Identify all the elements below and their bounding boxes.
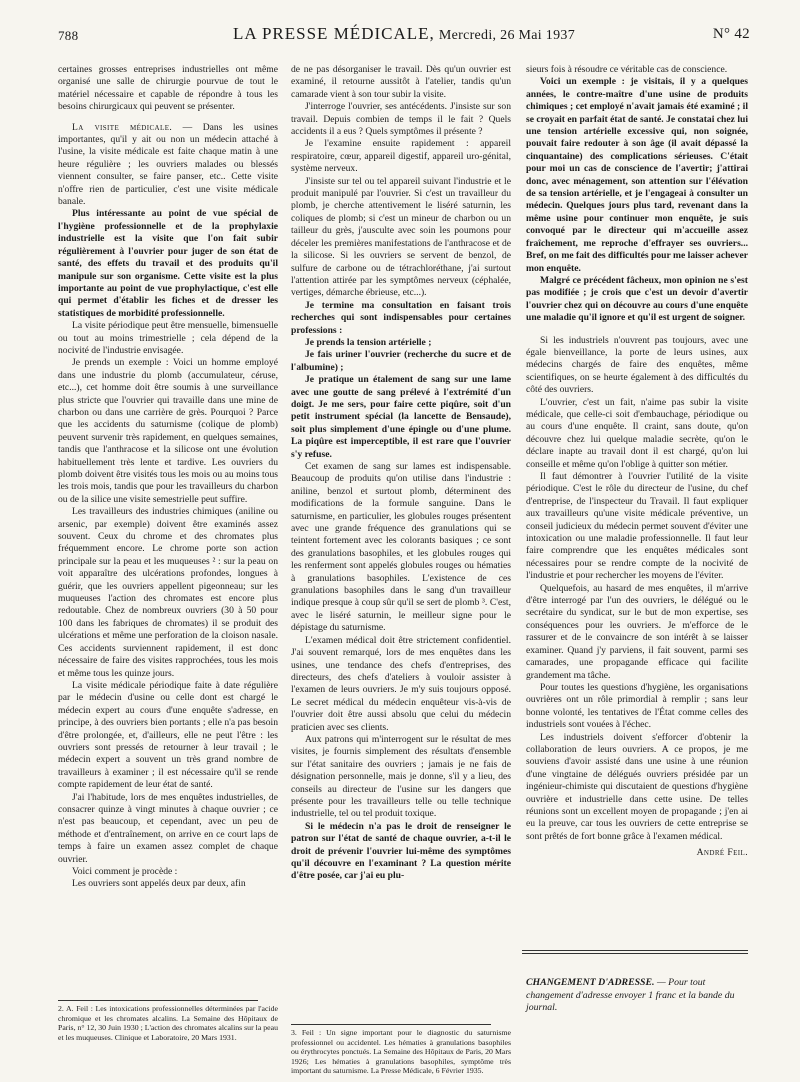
paragraph: J'insiste sur tel ou tel appareil suivant l'industrie et le produit manipulé par l'ouvrier. Si c'est un travailleur du plomb, je cherche attentivement le liséré saturnin, les coliques de plomb; si c'est un mineur de charbon ou un tailleur du grès, j'ausculte avec soin les poumons pour déceler les premières manifestations de l'anthracose et de la silicose. Si les ouvriers se servent de benzol, de sulfure de carbone ou de tétrachloréthane, j'ai surtout l'attention attirée par les symptômes nerveux (céphalée, vertiges, démarche ébrieuse, etc...). bbox=[291, 175, 511, 299]
paragraph: sieurs fois à résoudre ce véritable cas de conscience. bbox=[526, 64, 728, 75]
footnote-rule bbox=[58, 1000, 258, 1001]
paragraph: L'examen médical doit être strictement confidentiel. J'ai souvent remarqué, lors de mes enquêtes dans les usines, une tendance des chefs d'entreprises, des directeurs, des chefs d'ateliers à vouloir assister à l'examen de leurs ouvriers. Je m'y suis toujours opposé. Le secret médical du médecin enquêteur vis-à-vis de l'ouvrier doit être aussi absolu que celui du médecin praticien avec ses clients. bbox=[291, 634, 511, 733]
paragraph: Plus intéressante au point de vue spécial de l'hygiène professionnelle et de la prophylaxie industrielle est la visite que l'on fait subir régulièrement à l'ouvrier pour juger de son état de santé, des effets du travail et des produits qu'il manipule sur son organisme. Cette visite est la plus importante au point de vue prophylactique, c'est elle qui permet d'établir les fiches et de dresser les statistiques de morbidité professionnelle. bbox=[58, 208, 278, 319]
paragraph: Les industriels doivent s'efforcer d'obtenir la collaboration de leurs ouvriers. A ce propos, je me souviens d'avoir assisté dans une usine à une réunion d'une vingtaine de délégués ouvriers présidée par un ingénieur-chimiste qui discutaient de questions d'hygiène ouvrière et industrielle dans cette usine. De telles réunions sont un excellent moyen de propagande ; j'en ai eu la preuve, car tous les ouvriers de cette entreprise se sont prêtés de fort bonne grâce à l'examen médical. bbox=[526, 731, 748, 842]
page-number: 788 bbox=[58, 28, 79, 43]
footnote-2: 2. A. Feil : Les intoxications professionnelles déterminées par l'acide chromique et les chromates alcalins. La Semaine des Hôpitaux de Paris, n° 12, 30 Juin 1930 ; L'action des chromates alcalins sur la peau et les muqueuses. Clinique et Laboratoire, 20 Mars 1931. bbox=[58, 1004, 278, 1042]
column-2 bbox=[291, 64, 511, 883]
paragraph: Je l'examine ensuite rapidement : appareil respiratoire, cœur, appareil digestif, appareil uro-génital, système nerveux. bbox=[291, 138, 511, 175]
paragraph: Pour toutes les questions d'hygiène, les organisations ouvrières ont un rôle primordial à remplir ; sans leur bonne volonté, les tentatives de l'État comme celles des industriels sont vouées à l'échec. bbox=[526, 681, 748, 731]
paragraph: Les travailleurs des industries chimiques (aniline ou arsenic, par exemple) doivent être examinés assez souvent. Ceux du chrome et des chromates plus fréquemment encore. Le chrome porte son action principale sur la peau et les muqueuses ² : sur la peau on voit apparaître des ulcérations profondes, longues à guérir, que les ouvriers appellent pigeonneau; sur les muqueuses l'action des chromates est encore plus redoutable. Chez de nombreux ouvriers (30 à 50 pour 100 dans les fabriques de chromates) il se produit des ulcérations et même une perforation de la cloison nasale. Ces accidents surviennent rapidement, il est donc nécessaire de faire des visites rapprochées, tous les mois et même tous les quinze jours. bbox=[58, 506, 278, 679]
paragraph: La visite périodique peut être mensuelle, bimensuelle ou tout au moins trimestrielle ; cela dépend de la nocivité de l'industrie envisagée. bbox=[58, 320, 278, 356]
section-heading: La visite médicale. bbox=[72, 121, 173, 133]
paragraph: J'ai l'habitude, lors de mes enquêtes industrielles, de consacrer quinze à vingt minutes à chaque ouvrier ; ce n'est pas beaucoup, et cependant, avec un peu de méthode et d'entraînement, on arrive en ce court laps de temps à faire un examen assez complet de chaque ouvrier. bbox=[58, 791, 278, 865]
section-rule bbox=[522, 953, 748, 954]
paragraph: La visite médicale périodique faite à date régulière par le médecin d'usine ou celle dont est chargé le médecin expert au cours d'une enquête s'adresse, en principe, à des ouvriers bien portants ; elle n'a pas besoin d'être prolongée, et, d'ailleurs, elle ne peut l'être : les ouvriers sont pressés de retourner à leur travail ; le médecin expert a souvent un très grand nombre de travailleurs à examiner ; il est nécessaire qu'il se rende compte rapidement de leur état de santé. bbox=[58, 679, 278, 791]
paragraph: Si le médecin n'a pas le droit de renseigner le patron sur l'état de santé de chaque ouvrier, a-t-il le droit de prévenir l'ouvrier lui-même des symptômes qu'il découvre en l'examinant ? La question mérite d'être posée, car j'ai eu plu- bbox=[291, 820, 511, 882]
author-signature: André Feil. bbox=[696, 847, 748, 859]
paragraph: Les ouvriers sont appelés deux par deux, afin bbox=[72, 878, 246, 890]
paragraph: Aux patrons qui m'interrogent sur le résultat de mes visites, je fournis simplement des résultats d'ensemble sur l'état sanitaire des ouvriers ; jamais je ne fais de désignation personnelle, mais je donne, s'il y a lieu, des conseils au directeur de l'usine sur les dangers que présente pour les travailleurs telle ou telle technique industrielle, tel ou tel produit toxique. bbox=[291, 733, 511, 820]
paragraph: Je pratique un étalement de sang sur une lame avec une goutte de sang prélevé à l'extrémité d'un doigt. Je me sers, pour faire cette piqûre, soit d'un petit instrument spécial (la lancette de Bensaude), soit plus simplement d'une épingle ou d'une plume. La piqûre est imperceptible, il est rare que l'ouvrier s'y refuse. bbox=[291, 374, 511, 460]
section-rule bbox=[522, 950, 748, 951]
notice-text: — Pour tout changement d'adresse envoyer 1 franc et la bande du journal. bbox=[526, 977, 735, 1014]
paragraph: Malgré ce précédent fâcheux, mon opinion ne s'est pas modifiée ; je crois que c'est un devoir d'avertir l'ouvrier chez qui on découvre au cours d'une enquête une maladie qu'il ignore et qu'il est urgent de soigner. bbox=[526, 274, 748, 324]
footnote-rule bbox=[291, 1024, 491, 1025]
paragraph: certaines grosses entreprises industrielles ont même organisé une salle de chirurgie pourvue de tout le matériel nécessaire et capable de répondre à tous les besoins chirurgicaux qui peuvent se présenter. bbox=[58, 64, 278, 113]
address-change-notice bbox=[526, 977, 748, 1015]
running-header bbox=[58, 22, 750, 50]
notice-title: CHANGEMENT D'ADRESSE. bbox=[526, 977, 655, 988]
paragraph: Cet examen de sang sur lames est indispensable. Beaucoup de produits qu'on utilise dans l'industrie : aniline, benzol et surtout plomb, déterminent des modifications de la formule sanguine. Dans le saturnisme, en particulier, les globules rouges présentent avec une grande fréquence des granulations qui se teintent fortement avec les colorants basiques ; ce sont des granulations basophiles, et les globules rouges qui les renferment sont appelés globules rouges ou hématies à granulations basophiles. L'existence de ces granulations basophiles dans le sang d'un travailleur indique presque à coup sûr qu'il se sert de plomb ³. C'est, avec le liséré saturnin, le meilleur signe pour le dépistage du saturnisme. bbox=[291, 461, 511, 634]
paragraph: Je prends la tension artérielle ; bbox=[305, 336, 432, 348]
paragraph-text: — Dans les usines importantes, qu'il y ait ou non un médecin attaché à l'usine, la visite médicale est faite chaque matin à une heure régulière ; les ouvriers malades ou blessés viennent consulter, se faire panser, etc.. Cette visite n'offre rien de particulier, c'est une visite médicale banale. bbox=[58, 121, 278, 208]
footnote-3: 3. Feil : Un signe important pour le diagnostic du saturnisme professionnel ou accidentel. Les hématies à granulations basophiles ou érythrocytes ponctués. La Semaine des Hôpitaux de Paris, 20 Mars 1926; Les hématies à granulations basophiles, symptôme très important du saturnisme. La Presse Médicale, 6 Février 1935. bbox=[291, 1028, 511, 1076]
header-title bbox=[58, 24, 750, 44]
paragraph: Je prends un exemple : Voici un homme employé dans une industrie du plomb (accumulateur, céruse, etc...), cet homme doit être soumis à une surveillance plus stricte que l'ouvrier qui travaille dans une mine de charbon ou dans une carrière de grès. Pourquoi ? Parce que les accidents du saturnisme (colique de plomb) peuvent survenir très rapidement, en quelques semaines, tandis que l'anthracose et la silicose ont une évolution habituellement très lente et tardive. Les ouvriers du plomb doivent être visités tous les mois ou au moins tous les trois mois, tandis que pour les travailleurs du charbon ou de la silice une visite semestrielle peut suffire. bbox=[58, 357, 278, 505]
column-1 bbox=[58, 64, 278, 891]
paragraph bbox=[58, 122, 278, 209]
paragraph: de ne pas désorganiser le travail. Dès qu'un ouvrier est examiné, il retourne aussitôt à l'atelier, tandis qu'un camarade vient à son tour subir la visite. bbox=[291, 64, 511, 100]
paragraph: Je fais uriner l'ouvrier (recherche du sucre et de l'albumine) ; bbox=[291, 349, 511, 373]
paragraph: J'interroge l'ouvrier, ses antécédents. J'insiste sur son travail. Depuis combien de temps il le fait ? Quels accidents il a eus ? Quels symptômes il présente ? bbox=[291, 101, 511, 138]
paragraph: Voici un exemple : je visitais, il y a quelques années, le contre-maître d'une usine de produits chimiques ; cet employé n'avait jamais été examiné ; il se croyait en parfait état de santé. Je constatai chez lui une tension artérielle excessive qui, non soignée, pouvait faire redouter à son âge (il avait dépassé la cinquantaine) des complications sérieuses. C'était pour moi un cas de conscience de l'avertir; j'attirai donc, avec ménagement, son attention sur l'élévation de sa tension artérielle, et je l'engageai à consulter un médecin. Quelques jours plus tard, revenant dans la même usine pour continuer mon enquête, je suis convoqué par le directeur qui m'accueille assez fraîchement, me reproche d'effrayer ses ouvriers... Bref, on me fait des difficultés pour me laisser achever mon enquête. bbox=[526, 76, 748, 274]
issue-date: Mercredi, 26 Mai 1937 bbox=[438, 28, 575, 43]
journal-name: LA PRESSE MÉDICALE, bbox=[233, 24, 435, 43]
paragraph: L'ouvrier, c'est un fait, n'aime pas subir la visite médicale, que celle-ci soit d'embauchage, périodique ou au cours d'une enquête. Il craint, sans doute, qu'on découvre chez lui quelque maladie secrète, qu'on le déclare inapte au travail dont il est chargé, qu'on lui conseille et même qu'on l'oblige à quitter son métier. bbox=[526, 396, 748, 470]
paragraph: Je termine ma consultation en faisant trois recherches qui sont indispensables pour certaines professions : bbox=[291, 299, 511, 336]
column-3 bbox=[526, 64, 748, 860]
paragraph: Quelquefois, au hasard de mes enquêtes, il m'arrive d'être interrogé par l'un des ouvriers, le délégué ou le secrétaire du syndicat, sur le but de mon expertise, ses conséquences pour les ouvriers. Je m'efforce de le rassurer et de le convaincre de son intérêt à se laisser examiner. Quand j'y parviens, il fait souvent, parmi ses camarades, une propagande efficace qui facilite grandement ma tâche. bbox=[526, 582, 748, 681]
paragraph: Il faut démontrer à l'ouvrier l'utilité de la visite périodique. C'est le rôle du directeur de l'usine, du chef d'entreprise, de l'inspecteur du Travail. Il faut expliquer aux travailleurs qu'une visite médicale préventive, un conseil judicieux du médecin permet souvent d'éviter une intoxication ou une maladie professionnelle. Il faut leur faire comprendre que les enquêtes médicales sont nécessaires pour se rendre compte de la nocivité de l'industrie et pour rechercher les moyens de l'éviter. bbox=[526, 471, 748, 582]
issue-number: N° 42 bbox=[712, 26, 750, 42]
paragraph: Si les industriels n'ouvrent pas toujours, avec une égale bienveillance, la porte de leurs usines, aux médecins chargés de faire des enquêtes, même scientifiques, on se heurte également à des difficultés du côté des ouvriers. bbox=[526, 334, 748, 396]
paragraph: Voici comment je procède : bbox=[72, 866, 178, 877]
